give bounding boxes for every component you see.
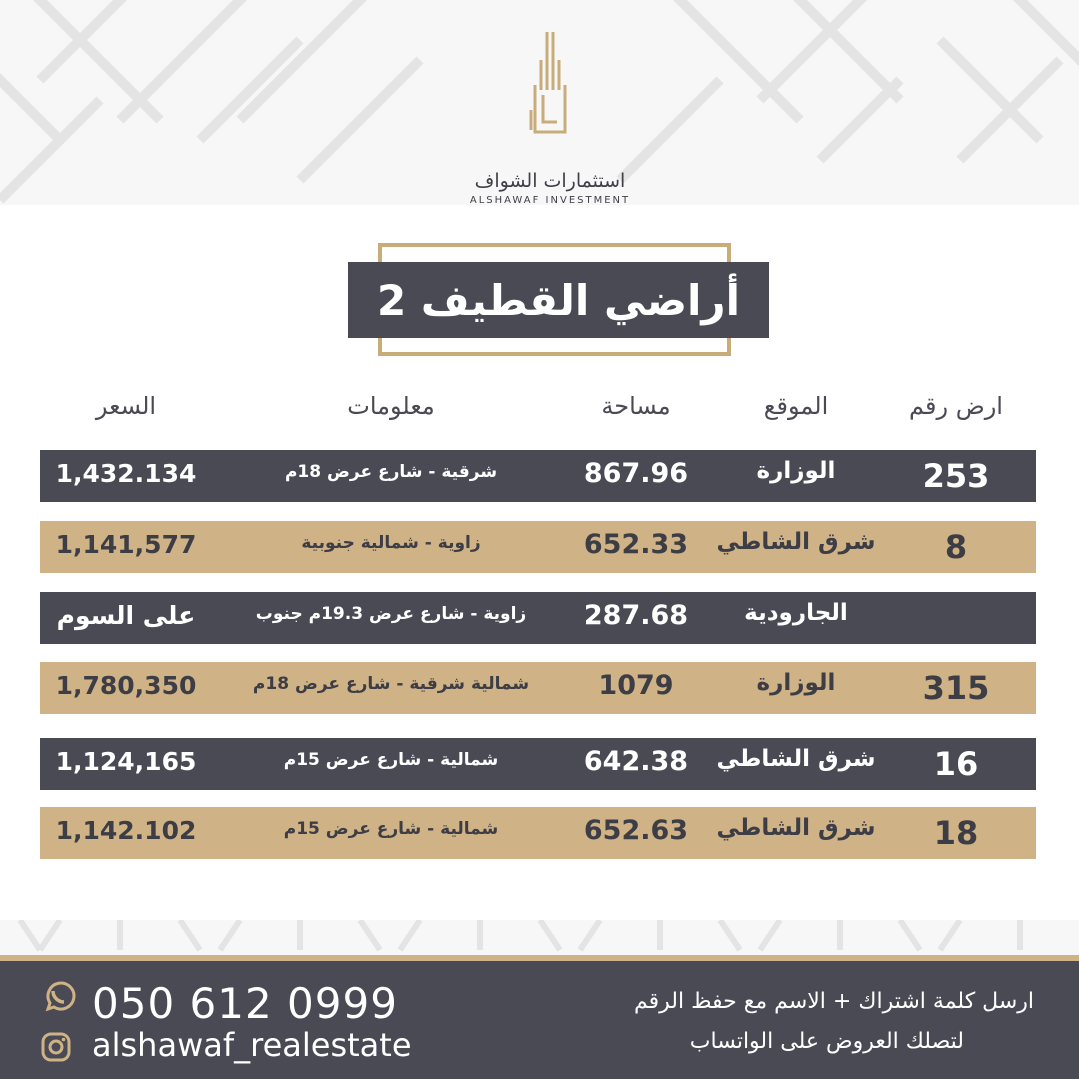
row-info: شمالية - شارع عرض 15م <box>283 750 499 770</box>
header-price: السعر <box>95 392 157 420</box>
row-info: زاوية - شارع عرض 19.3م جنوب <box>255 604 527 624</box>
row-location: الوزارة <box>756 670 836 696</box>
contact-footer <box>0 955 1079 1079</box>
table-row <box>40 592 1036 644</box>
row-price: 1,432.134 <box>55 459 197 488</box>
brand-logo <box>455 30 645 206</box>
row-number: 18 <box>933 814 979 852</box>
row-area: 652.63 <box>583 815 689 846</box>
table-row <box>40 738 1036 790</box>
header-area: مساحة <box>601 392 671 420</box>
row-info: شرقية - شارع عرض 18م <box>284 462 498 482</box>
row-location: الجارودية <box>744 600 848 626</box>
table-row <box>40 450 1036 502</box>
subscribe-message-line2: لتصلك العروض على الواتساب <box>689 1029 964 1054</box>
row-price: 1,141,577 <box>55 530 197 559</box>
phone-number: 050 612 0999 <box>92 979 398 1028</box>
row-number: 16 <box>933 745 979 783</box>
row-info: شمالية شرقية - شارع عرض 18م <box>252 674 530 694</box>
table-header <box>40 392 1036 432</box>
row-area: 1079 <box>598 670 674 701</box>
row-area: 642.38 <box>583 746 689 777</box>
row-price: 1,124,165 <box>55 747 197 776</box>
row-price: 1,780,350 <box>55 671 197 700</box>
table-row <box>40 807 1036 859</box>
building-logo-icon <box>525 30 575 140</box>
page-title: أراضي القطيف 2 <box>348 262 769 338</box>
row-info: شمالية - شارع عرض 15م <box>283 819 499 839</box>
row-area: 652.33 <box>583 529 689 560</box>
brand-name-ar: استثمارات الشواف <box>474 170 626 192</box>
row-price: على السوم <box>56 601 196 630</box>
row-number: 315 <box>922 669 990 707</box>
instagram-icon <box>40 1031 72 1063</box>
whatsapp-icon <box>40 979 76 1015</box>
brand-name-en: ALSHAWAF INVESTMENT <box>469 195 631 206</box>
subscribe-message: ارسل كلمة اشتراك + الاسم مع حفظ الرقم <box>633 989 1034 1014</box>
table-row <box>40 521 1036 573</box>
row-area: 287.68 <box>583 600 689 631</box>
row-location: الوزارة <box>756 458 836 484</box>
header-info: معلومات <box>347 392 435 420</box>
row-info: زاوية - شمالية جنوبية <box>301 533 481 553</box>
table-row <box>40 662 1036 714</box>
row-location: شرق الشاطي <box>716 746 876 772</box>
row-location: شرق الشاطي <box>716 529 876 555</box>
instagram-handle: alshawaf_realestate <box>92 1026 412 1064</box>
header-number: ارض رقم <box>909 392 1003 420</box>
row-number: 253 <box>922 457 990 495</box>
header-location: الموقع <box>763 392 829 420</box>
row-number: 8 <box>944 528 968 566</box>
row-area: 867.96 <box>583 458 689 489</box>
row-price: 1,142.102 <box>55 816 197 845</box>
row-location: شرق الشاطي <box>716 815 876 841</box>
